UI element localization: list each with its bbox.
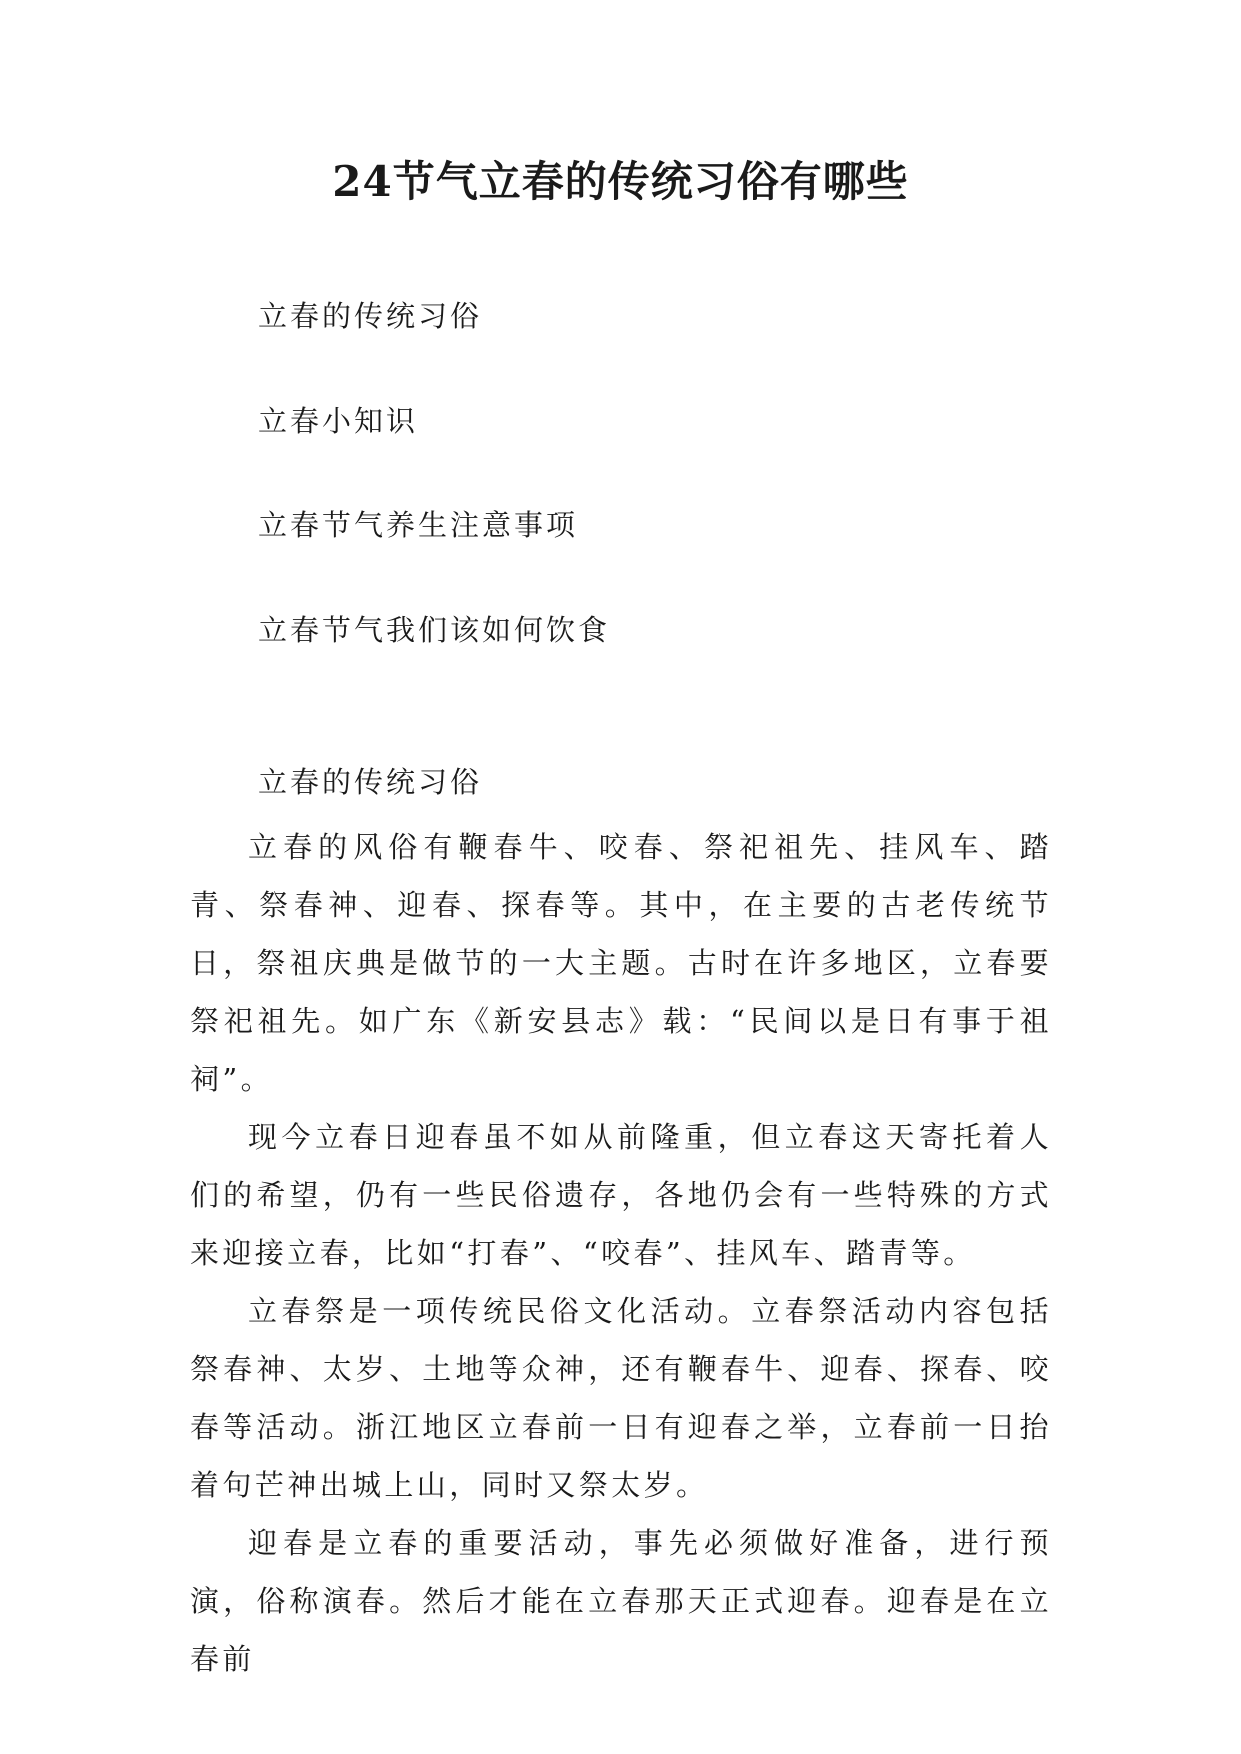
paragraph: 迎春是立春的重要活动，事先必须做好准备，进行预演，俗称演春。然后才能在立春那天正式迎春。迎春是在立春前: [190, 1526, 1052, 1676]
toc-item-traditional-customs: 立春的传统习俗: [258, 299, 483, 333]
toc-item-diet: 立春节气我们该如何饮食: [258, 613, 611, 647]
toc-item-spring-knowledge: 立春小知识: [258, 404, 419, 438]
paragraph: 立春的风俗有鞭春牛、咬春、祭祀祖先、挂风车、踏青、祭春神、迎春、探春等。其中，在主要的古老传统节日，祭祖庆典是做节的一大主题。古时在许多地区，立春要祭祀祖先。如广东《新安县志》载：“民间以是日有事于祖祠”。: [190, 830, 1052, 1096]
toc-item-health-notes: 立春节气养生注意事项: [258, 508, 579, 542]
section-heading: 立春的传统习俗: [258, 765, 483, 799]
body-text: [190, 818, 1052, 1688]
paragraph: 立春祭是一项传统民俗文化活动。立春祭活动内容包括祭春神、太岁、土地等众神，还有鞭春牛、迎春、探春、咬春等活动。浙江地区立春前一日有迎春之举，立春前一日抬着句芒神出城上山，同时又祭太岁。: [190, 1294, 1052, 1502]
paragraph: 现今立春日迎春虽不如从前隆重，但立春这天寄托着人们的希望，仍有一些民俗遗存，各地仍会有一些特殊的方式来迎接立春，比如“打春”、“咬春”、挂风车、踏青等。: [190, 1120, 1052, 1270]
document-title: 24节气立春的传统习俗有哪些: [332, 157, 909, 206]
